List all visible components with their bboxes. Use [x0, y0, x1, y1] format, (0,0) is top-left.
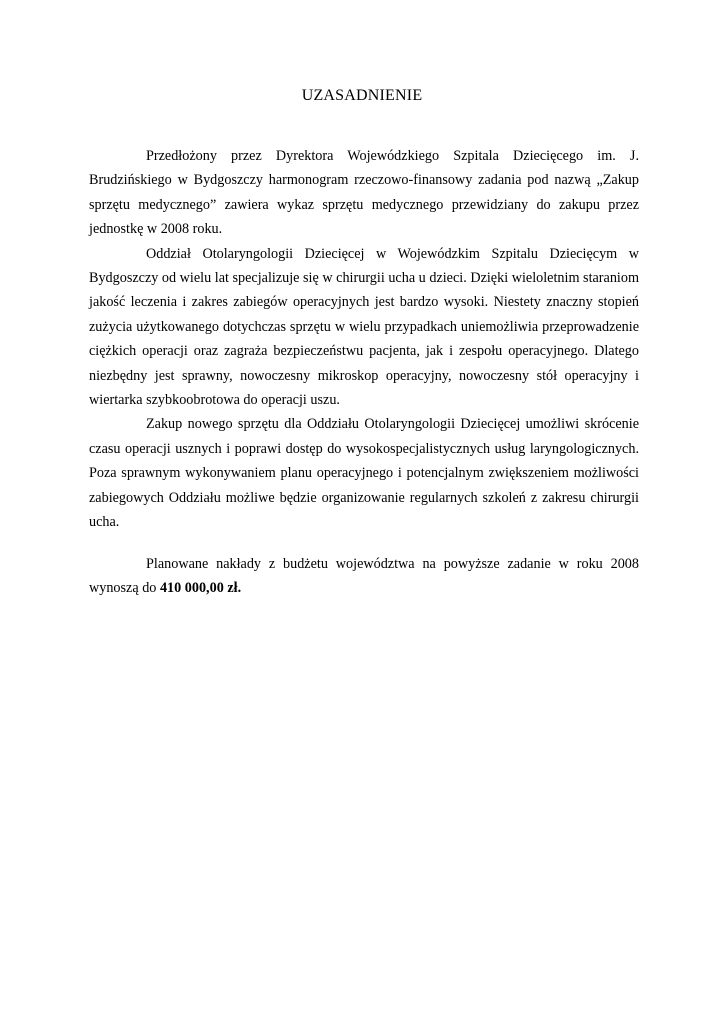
- paragraph-budget: [89, 552, 639, 601]
- document-budget-section: [89, 552, 639, 601]
- budget-text: Planowane nakłady z budżetu województwa na powyższe zadanie w roku 2008 wynoszą do: [89, 556, 639, 597]
- paragraph-department-description: Oddział Otolaryngologii Dziecięcej w Wojewódzkim Szpitalu Dziecięcym w Bydgoszczy od wielu lat specjalizuje się w chirurgii ucha u dzieci. Dzięki wieloletnim staraniom jakość leczenia i zakres zabiegów operacyjnych jest bardzo wysoki. Niestety znaczny stopień zużycia użytkowanego dotychczas sprzętu w wielu przypadkach uniemożliwia przeprowadzenie ciężkich operacji oraz zagraża bezpieczeństwu pacjenta, jak i zespołu operacyjnego. Dlatego niezbędny jest sprawny, nowoczesny mikroskop operacyjny, nowoczesny stół operacyjny i wiertarka szybkoobrotowa do operacji uszu.: [89, 245, 639, 409]
- paragraph-purchase-benefits: Zakup nowego sprzętu dla Oddziału Otolaryngologii Dziecięcej umożliwi skrócenie czasu operacji usznych i poprawi dostęp do wysokospecjalistycznych usług laryngologicznych. Poza sprawnym wykonywaniem planu operacyjnego i potencjalnym zwiększeniem możliwości zabiegowych Oddziału możliwe będzie organizowanie regularnych szkoleń z zakresu chirurgii ucha.: [89, 416, 639, 531]
- document-body: [89, 144, 639, 535]
- paragraph-purchase-plan: Przedłożony przez Dyrektora Wojewódzkiego Szpitala Dziecięcego im. J. Brudzińskiego w Bydgoszczy harmonogram rzeczowo-finansowy zadania pod nazwą „Zakup sprzętu medycznego” zawiera wykaz sprzętu medycznego przewidziany do zakupu przez jednostkę w 2008 roku.: [89, 148, 639, 238]
- document-title: UZASADNIENIE: [301, 87, 423, 104]
- budget-amount: 410 000,00 zł.: [159, 580, 242, 597]
